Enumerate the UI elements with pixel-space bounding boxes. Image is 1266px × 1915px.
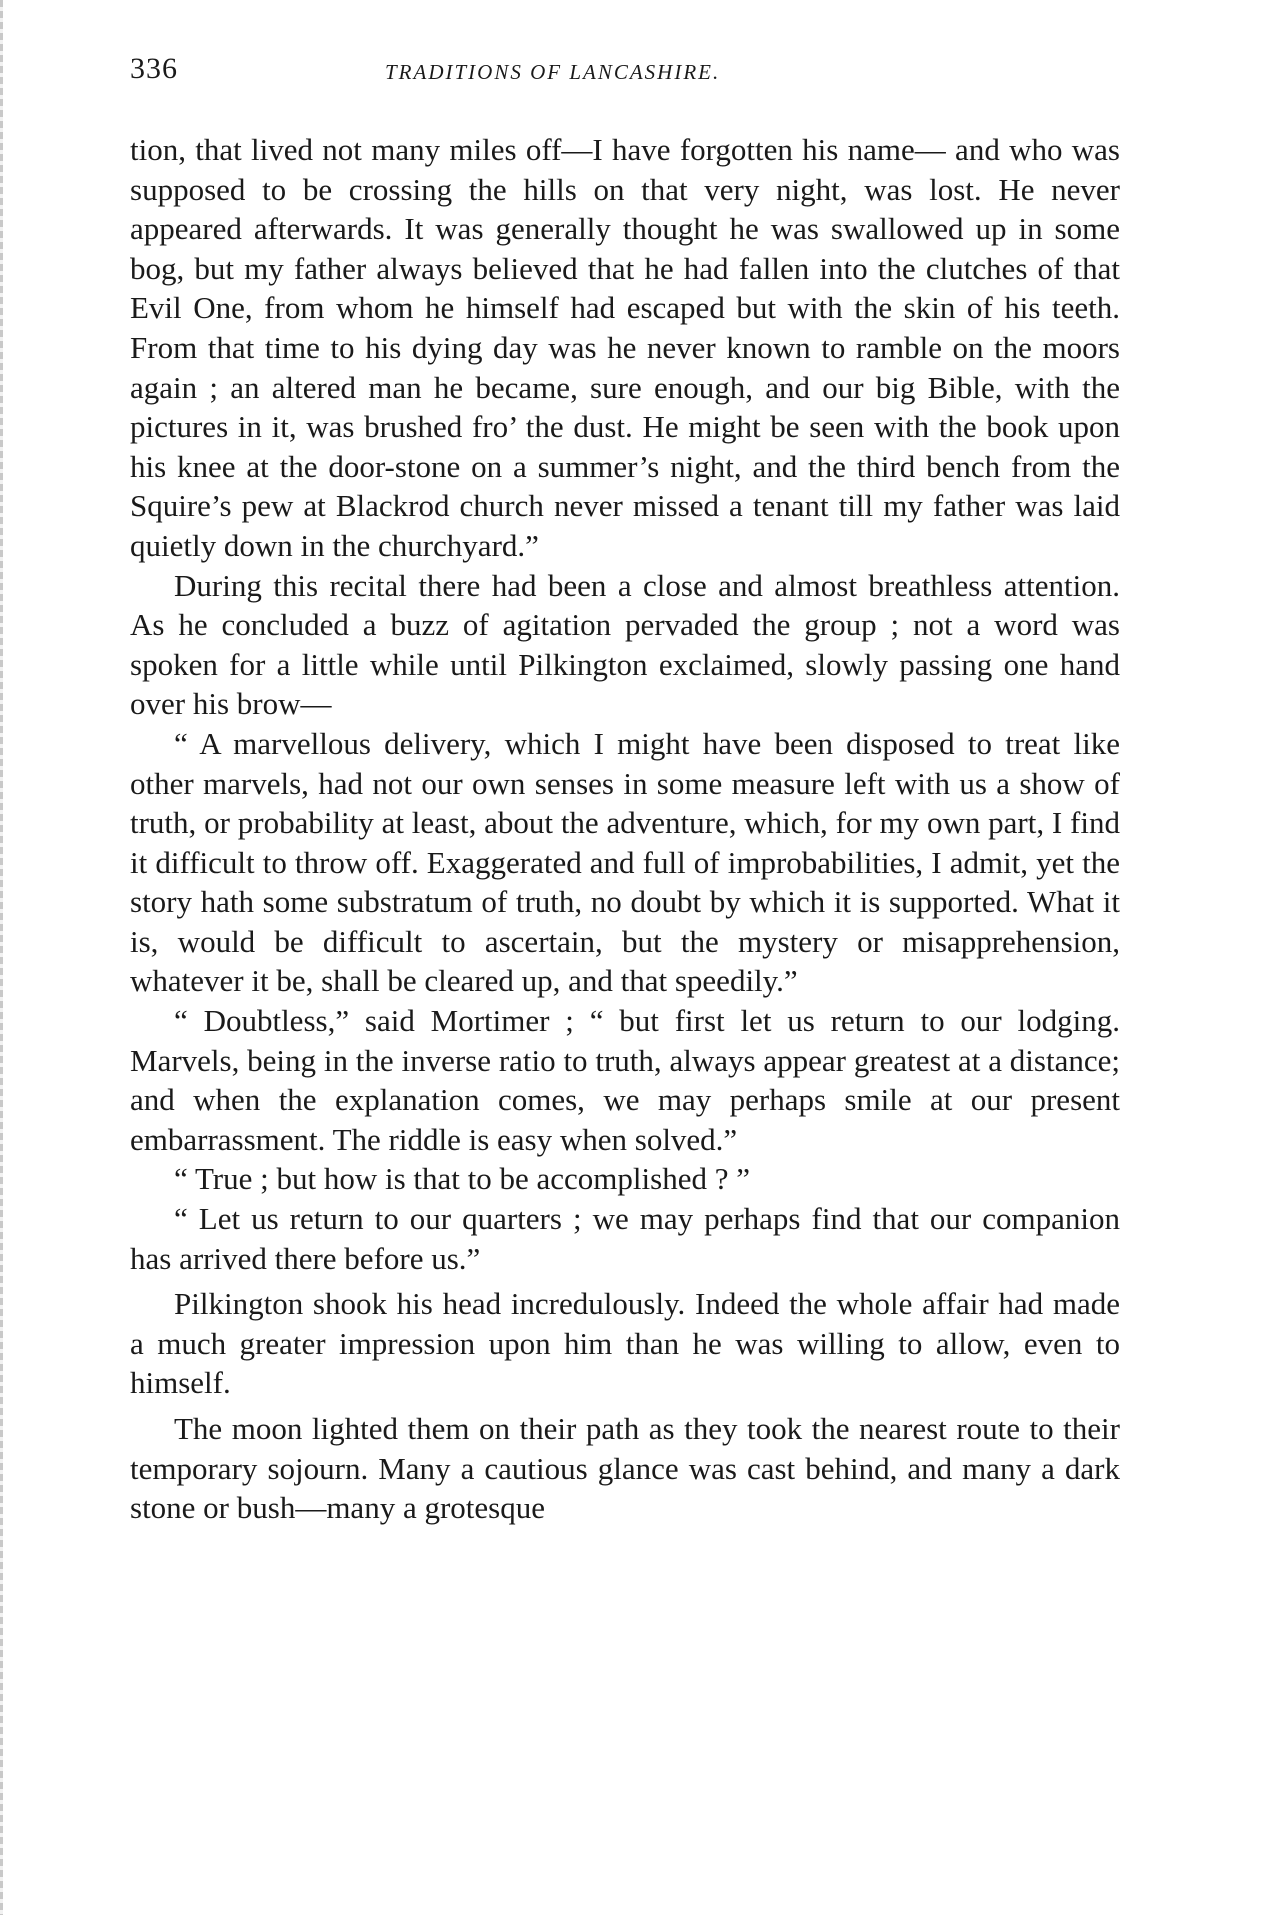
running-head: TRADITIONS OF LANCASHIRE. [385, 60, 721, 84]
paragraph: During this recital there had been a close and almost breathless attention. As he concluded a buzz of agitation pervaded the group ; not a word was spoken for a little while until Pilkington exclaimed, slowly passing one hand over his brow— [130, 567, 1120, 722]
paragraph: The moon lighted them on their path as they took the nearest route to their temporary sojourn. Many a cautious glance was cast behind, and many a dark stone or bush—many a grotesque [130, 1411, 1120, 1526]
page-number: 336 [130, 52, 178, 85]
paragraph: “ Doubtless,” said Mortimer ; “ but first let us return to our lodging. Marvels, being in the inverse ratio to truth, always appear greatest at a distance; and when the explanation comes, we may perhaps smile at our present embarrassment. The riddle is easy when solved.” [130, 1003, 1120, 1157]
page-header [130, 52, 1130, 92]
paragraph: “ True ; but how is that to be accomplished ? ” [174, 1161, 750, 1197]
paragraph: “ Let us return to our quarters ; we may perhaps find that our companion has arrived there before us.” [130, 1201, 1120, 1276]
paragraph: “ A marvellous delivery, which I might have been disposed to treat like other marvels, had not our own senses in some measure left with us a show of truth, or probability at least, about the adventure, which, for my own part, I find it difficult to throw off. Exaggerated and full of improbabilities, I admit, yet the story hath some substratum of truth, no doubt by which it is supported. What it is, would be difficult to ascertain, but the mystery or misapprehension, whatever it be, shall be cleared up, and that speedily.” [130, 725, 1120, 999]
body-text [130, 130, 1120, 1528]
page-edge [0, 0, 3, 1915]
paragraph: tion, that lived not many miles off—I have forgotten his name— and who was supposed to be crossing the hills on that very night, was lost. He never appeared afterwards. It was generally thought he was swallowed up in some bog, but my father always believed that he had fallen into the clutches of that Evil One, from whom he himself had escaped but with the skin of his teeth. From that time to his dying day was he never known to ramble on the moors again ; an altered man he became, sure enough, and our big Bible, with the pictures in it, was brushed fro’ the dust. He might be seen with the book upon his knee at the door-stone on a summer’s night, and the third bench from the Squire’s pew at Blackrod church never missed a tenant till my father was laid quietly down in the churchyard.” [130, 132, 1120, 563]
paragraph: Pilkington shook his head incredulously. Indeed the whole affair had made a much greater impression upon him than he was willing to allow, even to himself. [130, 1286, 1120, 1401]
